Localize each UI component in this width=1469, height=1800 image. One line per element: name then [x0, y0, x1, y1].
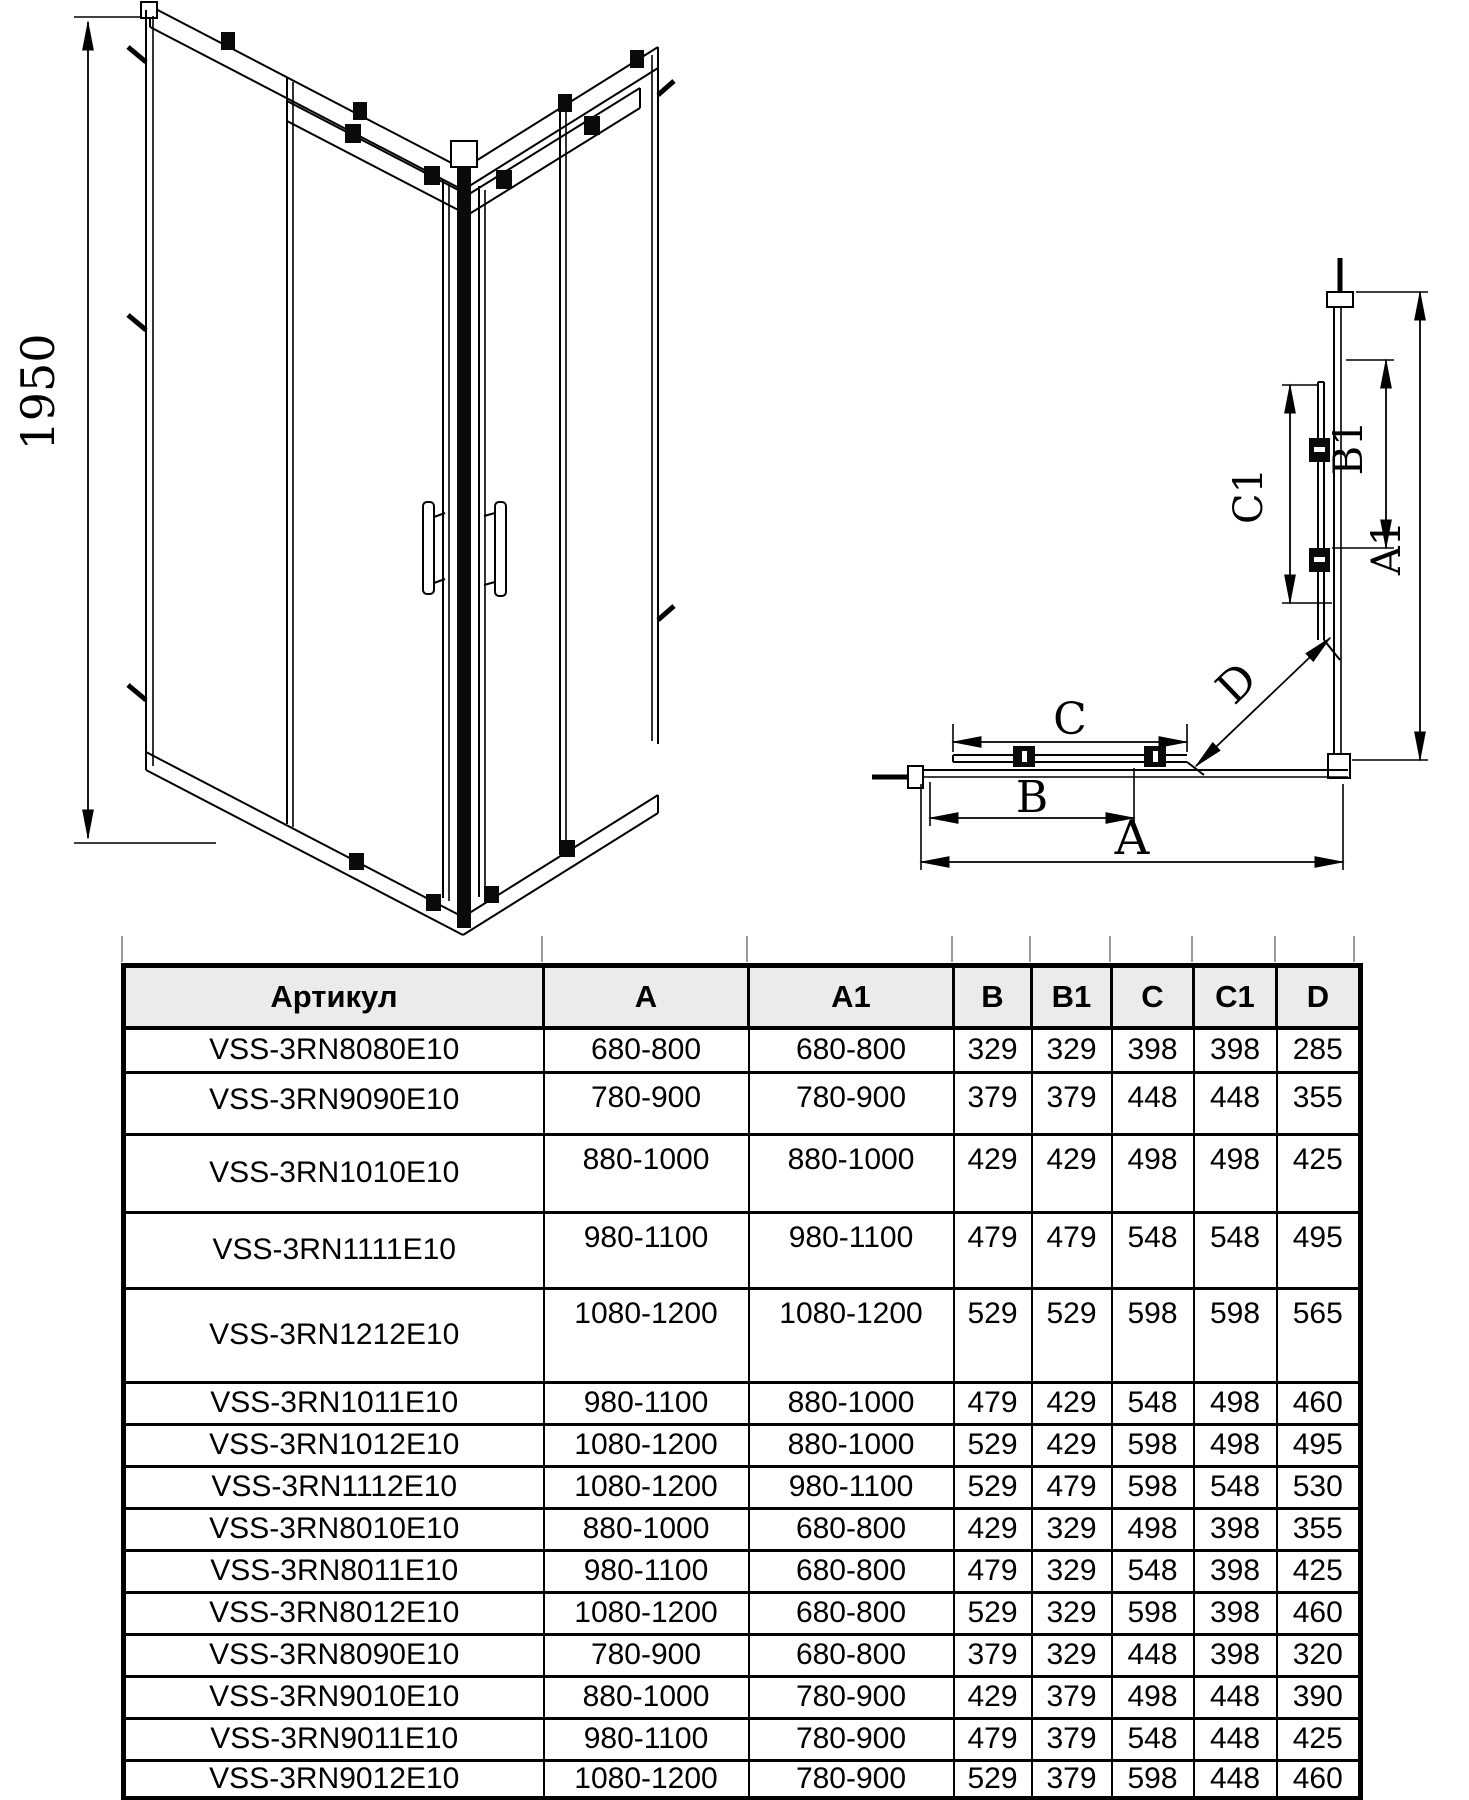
value-cell: 398 — [1194, 1508, 1277, 1550]
column-header-c1: C1 — [1194, 966, 1277, 1029]
value-cell: 448 — [1194, 1072, 1277, 1134]
value-cell: 598 — [1112, 1424, 1194, 1466]
plan-dim-b1-label: B1 — [1326, 420, 1372, 476]
grid-tick — [541, 936, 543, 962]
value-cell: 495 — [1277, 1212, 1361, 1288]
article-cell: VSS-3RN8080E10 — [124, 1028, 544, 1072]
value-cell: 1080-1200 — [749, 1288, 954, 1382]
value-cell: 498 — [1112, 1508, 1194, 1550]
table-row — [124, 1424, 1361, 1466]
value-cell: 398 — [1194, 1634, 1277, 1676]
value-cell: 498 — [1194, 1134, 1277, 1212]
plan-view — [872, 258, 1428, 870]
article-cell: VSS-3RN1112E10 — [124, 1466, 544, 1508]
value-cell: 398 — [1112, 1028, 1194, 1072]
value-cell: 429 — [1032, 1382, 1112, 1424]
value-cell: 529 — [954, 1288, 1032, 1382]
plan-dim-b-label: B — [1015, 772, 1049, 823]
column-header-b: B — [954, 966, 1032, 1029]
value-cell: 880-1000 — [544, 1508, 749, 1550]
grid-tick — [951, 936, 953, 962]
value-cell: 498 — [1112, 1676, 1194, 1718]
value-cell: 1080-1200 — [544, 1760, 749, 1798]
value-cell: 329 — [1032, 1592, 1112, 1634]
value-cell: 479 — [954, 1212, 1032, 1288]
value-cell: 980-1100 — [544, 1550, 749, 1592]
table-row — [124, 1592, 1361, 1634]
value-cell: 598 — [1112, 1466, 1194, 1508]
article-cell: VSS-3RN1212E10 — [124, 1288, 544, 1382]
value-cell: 479 — [1032, 1466, 1112, 1508]
table-row — [124, 1212, 1361, 1288]
value-cell: 379 — [1032, 1718, 1112, 1760]
value-cell: 598 — [1112, 1592, 1194, 1634]
article-cell: VSS-3RN1012E10 — [124, 1424, 544, 1466]
value-cell: 495 — [1277, 1424, 1361, 1466]
column-header-b1: B1 — [1032, 966, 1112, 1029]
article-cell: VSS-3RN8012E10 — [124, 1592, 544, 1634]
value-cell: 980-1100 — [749, 1212, 954, 1288]
value-cell: 565 — [1277, 1288, 1361, 1382]
plan-dim-c-label: C — [1053, 694, 1087, 745]
grid-tick — [1191, 936, 1193, 962]
value-cell: 1080-1200 — [544, 1424, 749, 1466]
plan-dim-d-label: D — [1206, 652, 1268, 715]
value-cell: 479 — [1032, 1212, 1112, 1288]
article-cell: VSS-3RN9012E10 — [124, 1760, 544, 1798]
column-header-d: D — [1277, 966, 1361, 1029]
article-cell: VSS-3RN8010E10 — [124, 1508, 544, 1550]
column-header-a1: A1 — [749, 966, 954, 1029]
value-cell: 398 — [1194, 1592, 1277, 1634]
spec-table-body — [124, 1028, 1361, 1800]
value-cell: 529 — [954, 1760, 1032, 1798]
plan-dim-a-label: A — [1114, 810, 1150, 866]
value-cell: 448 — [1112, 1634, 1194, 1676]
value-cell: 980-1100 — [544, 1382, 749, 1424]
value-cell: 425 — [1277, 1550, 1361, 1592]
grid-tick — [121, 936, 123, 962]
value-cell: 880-1000 — [749, 1134, 954, 1212]
value-cell: 680-800 — [749, 1634, 954, 1676]
value-cell: 498 — [1194, 1424, 1277, 1466]
value-cell: 980-1100 — [749, 1466, 954, 1508]
table-row — [124, 1676, 1361, 1718]
value-cell: 880-1000 — [749, 1424, 954, 1466]
value-cell: 429 — [954, 1676, 1032, 1718]
article-cell: VSS-3RN9010E10 — [124, 1676, 544, 1718]
value-cell: 329 — [1032, 1550, 1112, 1592]
value-cell: 460 — [1277, 1760, 1361, 1798]
value-cell: 429 — [1032, 1424, 1112, 1466]
table-row — [124, 1288, 1361, 1382]
column-header-c: C — [1112, 966, 1194, 1029]
value-cell: 880-1000 — [749, 1382, 954, 1424]
value-cell: 530 — [1277, 1466, 1361, 1508]
value-cell: 429 — [954, 1134, 1032, 1212]
value-cell: 498 — [1194, 1382, 1277, 1424]
value-cell: 379 — [1032, 1760, 1112, 1798]
spec-table — [121, 963, 1363, 1800]
value-cell: 379 — [954, 1072, 1032, 1134]
value-cell: 1080-1200 — [544, 1288, 749, 1382]
value-cell: 680-800 — [544, 1028, 749, 1072]
value-cell: 980-1100 — [544, 1212, 749, 1288]
value-cell: 780-900 — [749, 1760, 954, 1798]
value-cell: 548 — [1112, 1212, 1194, 1288]
value-cell: 329 — [1032, 1508, 1112, 1550]
value-cell: 780-900 — [749, 1072, 954, 1134]
value-cell: 780-900 — [749, 1676, 954, 1718]
value-cell: 379 — [954, 1634, 1032, 1676]
value-cell: 398 — [1194, 1550, 1277, 1592]
value-cell: 479 — [954, 1550, 1032, 1592]
grid-tick — [1274, 936, 1276, 962]
value-cell: 680-800 — [749, 1508, 954, 1550]
value-cell: 529 — [954, 1424, 1032, 1466]
plan-dim-c1-label: C1 — [1226, 467, 1272, 525]
column-header-a: A — [544, 966, 749, 1029]
article-cell: VSS-3RN1111E10 — [124, 1212, 544, 1288]
value-cell: 598 — [1112, 1288, 1194, 1382]
article-cell: VSS-3RN1011E10 — [124, 1382, 544, 1424]
value-cell: 1080-1200 — [544, 1592, 749, 1634]
value-cell: 429 — [1032, 1134, 1112, 1212]
value-cell: 780-900 — [544, 1072, 749, 1134]
value-cell: 548 — [1112, 1718, 1194, 1760]
grid-tick — [1029, 936, 1031, 962]
value-cell: 680-800 — [749, 1550, 954, 1592]
grid-tick — [1353, 936, 1355, 962]
table-row — [124, 1718, 1361, 1760]
article-cell: VSS-3RN9090E10 — [124, 1072, 544, 1134]
value-cell: 448 — [1194, 1676, 1277, 1718]
value-cell: 285 — [1277, 1028, 1361, 1072]
value-cell: 425 — [1277, 1134, 1361, 1212]
value-cell: 880-1000 — [544, 1134, 749, 1212]
value-cell: 498 — [1112, 1134, 1194, 1212]
column-header-article: Артикул — [124, 966, 544, 1029]
value-cell: 379 — [1032, 1676, 1112, 1718]
table-row — [124, 1072, 1361, 1134]
table-row — [124, 1550, 1361, 1592]
value-cell: 448 — [1112, 1072, 1194, 1134]
value-cell: 529 — [954, 1592, 1032, 1634]
value-cell: 329 — [1032, 1634, 1112, 1676]
table-row — [124, 1028, 1361, 1072]
value-cell: 479 — [954, 1382, 1032, 1424]
table-row — [124, 1382, 1361, 1424]
value-cell: 425 — [1277, 1718, 1361, 1760]
value-cell: 529 — [954, 1466, 1032, 1508]
value-cell: 529 — [1032, 1288, 1112, 1382]
value-cell: 548 — [1112, 1382, 1194, 1424]
value-cell: 880-1000 — [544, 1676, 749, 1718]
value-cell: 355 — [1277, 1072, 1361, 1134]
height-dimension-label: 1950 — [11, 333, 65, 451]
value-cell: 548 — [1194, 1212, 1277, 1288]
grid-tick — [746, 936, 748, 962]
table-header-row — [124, 966, 1361, 1029]
value-cell: 1080-1200 — [544, 1466, 749, 1508]
value-cell: 548 — [1112, 1550, 1194, 1592]
value-cell: 598 — [1112, 1760, 1194, 1798]
value-cell: 320 — [1277, 1634, 1361, 1676]
value-cell: 379 — [1032, 1072, 1112, 1134]
value-cell: 390 — [1277, 1676, 1361, 1718]
grid-tick — [1109, 936, 1111, 962]
article-cell: VSS-3RN9011E10 — [124, 1718, 544, 1760]
article-cell: VSS-3RN1010E10 — [124, 1134, 544, 1212]
value-cell: 680-800 — [749, 1028, 954, 1072]
value-cell: 329 — [1032, 1028, 1112, 1072]
plan-dim-a1-label: A1 — [1364, 520, 1410, 576]
value-cell: 548 — [1194, 1466, 1277, 1508]
table-row — [124, 1466, 1361, 1508]
value-cell: 329 — [954, 1028, 1032, 1072]
value-cell: 355 — [1277, 1508, 1361, 1550]
value-cell: 598 — [1194, 1288, 1277, 1382]
table-row — [124, 1508, 1361, 1550]
value-cell: 398 — [1194, 1028, 1277, 1072]
value-cell: 448 — [1194, 1760, 1277, 1798]
table-row — [124, 1760, 1361, 1798]
value-cell: 429 — [954, 1508, 1032, 1550]
value-cell: 680-800 — [749, 1592, 954, 1634]
value-cell: 479 — [954, 1718, 1032, 1760]
isometric-view — [11, 2, 674, 935]
value-cell: 460 — [1277, 1382, 1361, 1424]
table-row — [124, 1634, 1361, 1676]
article-cell: VSS-3RN8011E10 — [124, 1550, 544, 1592]
value-cell: 780-900 — [544, 1634, 749, 1676]
value-cell: 448 — [1194, 1718, 1277, 1760]
value-cell: 980-1100 — [544, 1718, 749, 1760]
table-row — [124, 1134, 1361, 1212]
value-cell: 780-900 — [749, 1718, 954, 1760]
article-cell: VSS-3RN8090E10 — [124, 1634, 544, 1676]
value-cell: 460 — [1277, 1592, 1361, 1634]
